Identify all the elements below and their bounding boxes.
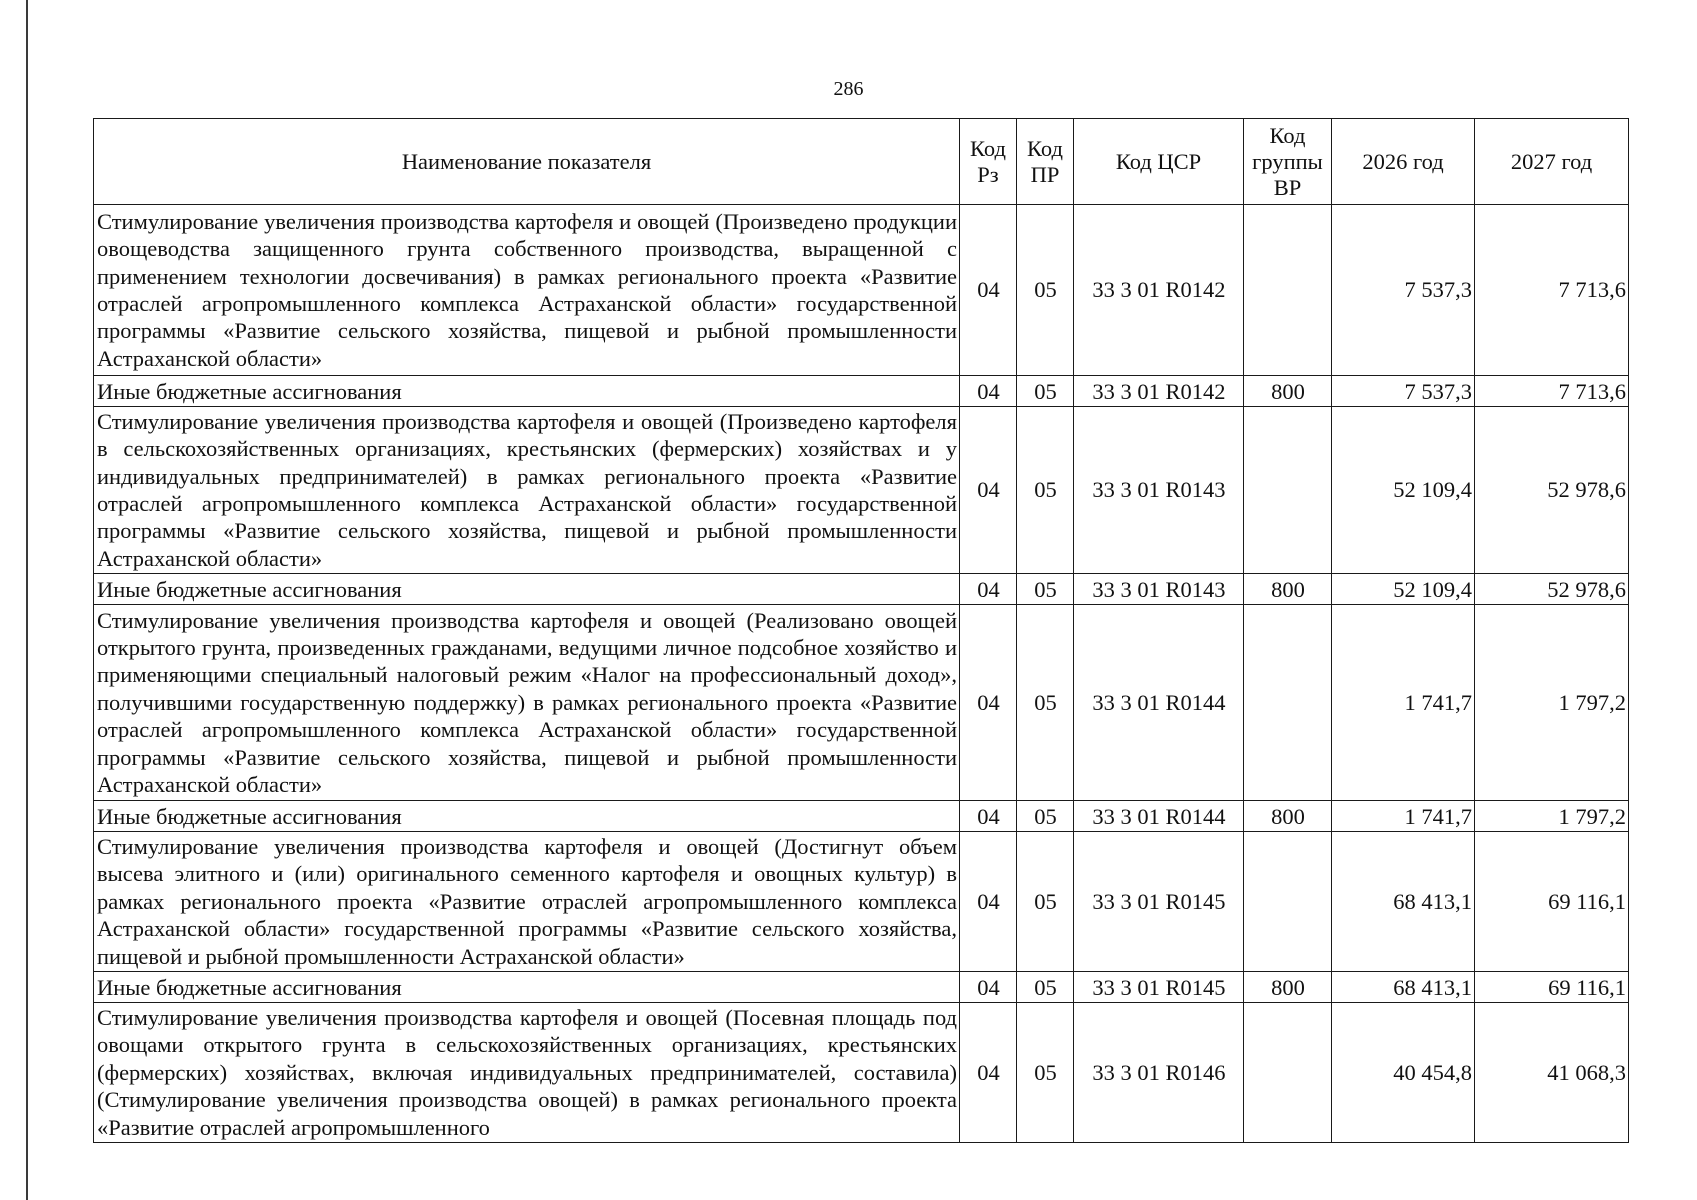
row-code-vr: 800	[1244, 574, 1332, 605]
row-code-csr: 33 3 01 R0144	[1074, 605, 1244, 801]
row-amount-2027: 7 713,6	[1475, 205, 1629, 376]
row-code-csr: 33 3 01 R0145	[1074, 832, 1244, 972]
header-year-2026: 2026 год	[1332, 119, 1475, 205]
page-number: 286	[833, 78, 864, 100]
row-code-pr: 05	[1017, 801, 1074, 832]
table-row	[94, 1003, 1629, 1143]
row-name: Стимулирование увеличения производства картофеля и овощей (Реализовано овощей открытого грунта, произведенных гражданами, ведущими личное подсобное хозяйство и применяющими специальный налоговый режим «Налог на профессиональный доход», получившими государственную поддержку) в рамках регионального проекта «Развитие отраслей агропромышленного комплекса Астраханской области» государственной программы «Развитие сельского хозяйства, пищевой и рыбной промышленности Астраханской области»	[94, 605, 960, 801]
row-code-rz: 04	[960, 832, 1017, 972]
row-name: Стимулирование увеличения производства картофеля и овощей (Произведено продукции овощеводства защищенного грунта собственного производства, выращенной с применением технологии досвечивания) в рамках регионального проекта «Развитие отраслей агропромышленного комплекса Астраханской области» государственной программы «Развитие сельского хозяйства, пищевой и рыбной промышленности Астраханской области»	[94, 205, 960, 376]
row-name: Стимулирование увеличения производства картофеля и овощей (Произведено картофеля в сельскохозяйственных организациях, крестьянских (фермерских) хозяйствах и у индивидуальных предпринимателей) в рамках регионального проекта «Развитие отраслей агропромышленного комплекса Астраханской области» государственной программы «Развитие сельского хозяйства, пищевой и рыбной промышленности Астраханской области»	[94, 407, 960, 574]
row-code-rz: 04	[960, 574, 1017, 605]
row-name: Иные бюджетные ассигнования	[94, 574, 960, 605]
row-code-csr: 33 3 01 R0143	[1074, 407, 1244, 574]
row-code-vr	[1244, 605, 1332, 801]
row-amount-2026: 7 537,3	[1332, 205, 1475, 376]
row-code-pr: 05	[1017, 376, 1074, 407]
header-code-csr: Код ЦСР	[1074, 119, 1244, 205]
table-row	[94, 832, 1629, 972]
scan-edge-line	[26, 0, 28, 1200]
row-amount-2027: 7 713,6	[1475, 376, 1629, 407]
row-code-vr: 800	[1244, 801, 1332, 832]
row-amount-2026: 7 537,3	[1332, 376, 1475, 407]
row-code-pr: 05	[1017, 972, 1074, 1003]
row-name: Иные бюджетные ассигнования	[94, 376, 960, 407]
row-code-rz: 04	[960, 801, 1017, 832]
row-code-pr: 05	[1017, 605, 1074, 801]
row-amount-2027: 1 797,2	[1475, 605, 1629, 801]
row-amount-2027: 41 068,3	[1475, 1003, 1629, 1143]
table-header-row	[94, 119, 1629, 205]
row-amount-2026: 40 454,8	[1332, 1003, 1475, 1143]
budget-table	[93, 118, 1629, 1143]
row-name: Стимулирование увеличения производства картофеля и овощей (Посевная площадь под овощами открытого грунта в сельскохозяйственных организациях, крестьянских (фермерских) хозяйствах, включая индивидуальных предпринимателей, составила) (Стимулирование увеличения производства овощей) в рамках регионального проекта «Развитие отраслей агропромышленного	[94, 1003, 960, 1143]
row-code-pr: 05	[1017, 832, 1074, 972]
row-amount-2026: 68 413,1	[1332, 972, 1475, 1003]
row-code-vr	[1244, 407, 1332, 574]
row-code-csr: 33 3 01 R0142	[1074, 376, 1244, 407]
row-name: Иные бюджетные ассигнования	[94, 801, 960, 832]
row-code-vr: 800	[1244, 376, 1332, 407]
row-code-csr: 33 3 01 R0144	[1074, 801, 1244, 832]
row-code-vr	[1244, 832, 1332, 972]
row-code-rz: 04	[960, 376, 1017, 407]
row-code-pr: 05	[1017, 407, 1074, 574]
row-amount-2026: 1 741,7	[1332, 605, 1475, 801]
row-code-rz: 04	[960, 972, 1017, 1003]
row-name: Иные бюджетные ассигнования	[94, 972, 960, 1003]
table-row	[94, 376, 1629, 407]
row-amount-2027: 52 978,6	[1475, 574, 1629, 605]
row-code-pr: 05	[1017, 574, 1074, 605]
row-amount-2027: 69 116,1	[1475, 972, 1629, 1003]
row-amount-2027: 1 797,2	[1475, 801, 1629, 832]
header-code-pr: Код ПР	[1017, 119, 1074, 205]
table-row	[94, 574, 1629, 605]
table-row	[94, 605, 1629, 801]
header-code-rz: Код Рз	[960, 119, 1017, 205]
row-code-rz: 04	[960, 205, 1017, 376]
row-code-csr: 33 3 01 R0146	[1074, 1003, 1244, 1143]
row-amount-2027: 52 978,6	[1475, 407, 1629, 574]
row-name: Стимулирование увеличения производства картофеля и овощей (Достигнут объем высева элитного и (или) оригинального семенного картофеля и овощных культур) в рамках регионального проекта «Развитие отраслей агропромышленного комплекса Астраханской области» государственной программы «Развитие сельского хозяйства, пищевой и рыбной промышленности Астраханской области»	[94, 832, 960, 972]
row-amount-2026: 52 109,4	[1332, 574, 1475, 605]
header-code-vr: Код группы ВР	[1244, 119, 1332, 205]
table-row	[94, 407, 1629, 574]
row-code-rz: 04	[960, 605, 1017, 801]
row-code-pr: 05	[1017, 1003, 1074, 1143]
row-amount-2026: 1 741,7	[1332, 801, 1475, 832]
row-amount-2026: 68 413,1	[1332, 832, 1475, 972]
row-code-vr: 800	[1244, 972, 1332, 1003]
row-amount-2026: 52 109,4	[1332, 407, 1475, 574]
row-code-csr: 33 3 01 R0145	[1074, 972, 1244, 1003]
row-code-vr	[1244, 1003, 1332, 1143]
row-code-pr: 05	[1017, 205, 1074, 376]
row-amount-2027: 69 116,1	[1475, 832, 1629, 972]
table-row	[94, 801, 1629, 832]
row-code-vr	[1244, 205, 1332, 376]
header-year-2027: 2027 год	[1475, 119, 1629, 205]
table-row	[94, 205, 1629, 376]
header-name: Наименование показателя	[94, 119, 960, 205]
row-code-csr: 33 3 01 R0142	[1074, 205, 1244, 376]
row-code-rz: 04	[960, 407, 1017, 574]
table-row	[94, 972, 1629, 1003]
row-code-rz: 04	[960, 1003, 1017, 1143]
row-code-csr: 33 3 01 R0143	[1074, 574, 1244, 605]
